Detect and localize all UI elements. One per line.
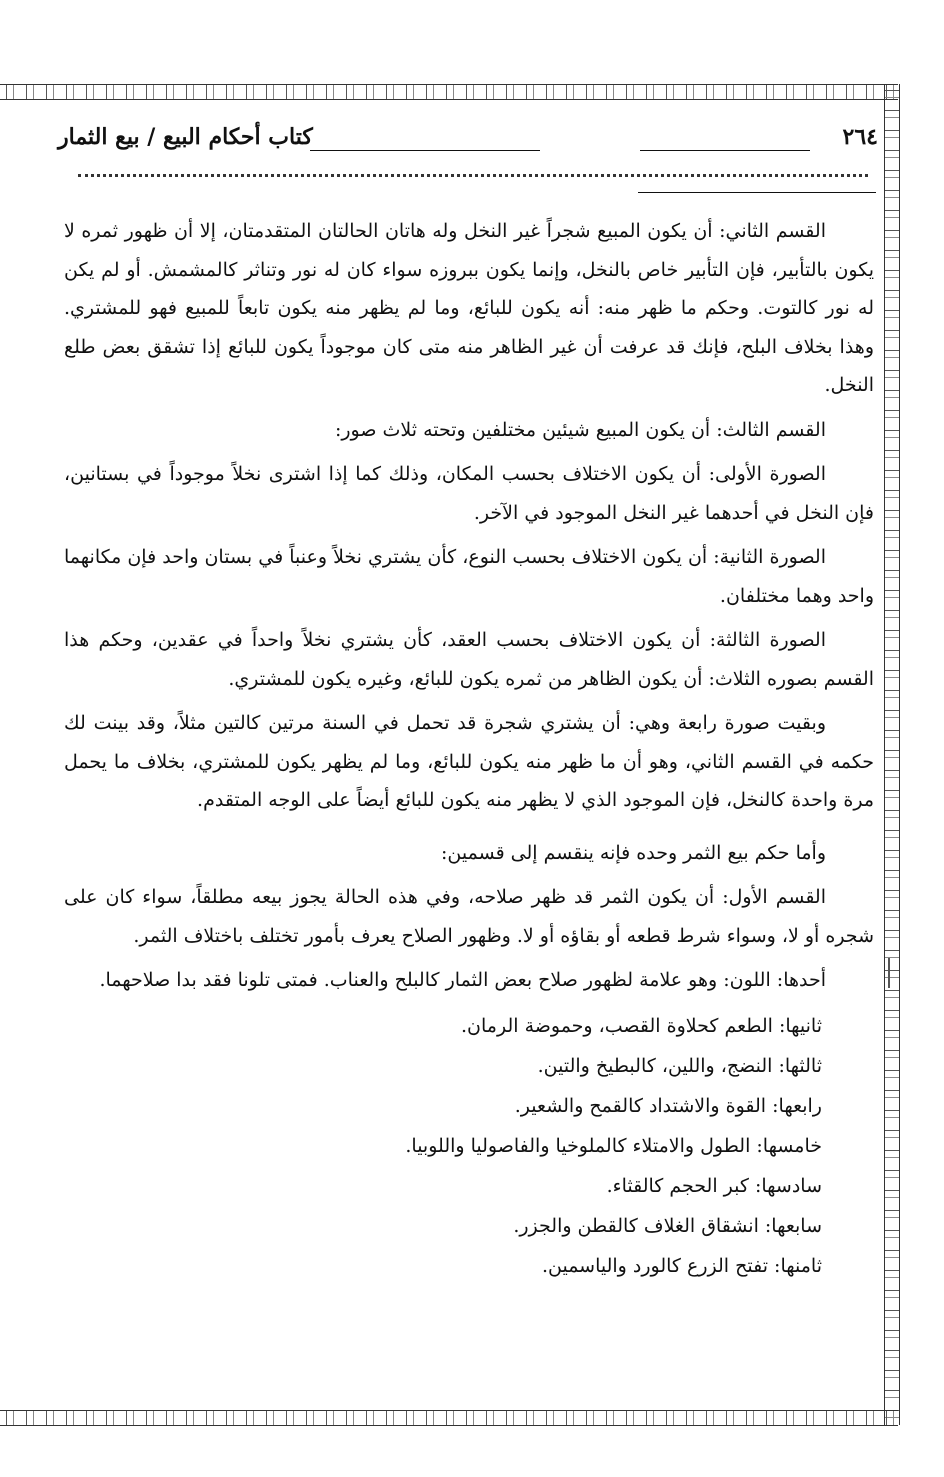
header-rule-left [310, 150, 540, 151]
header-rule-right [640, 150, 810, 151]
list-item: ثامنها: تفتح الزرع كالورد والياسمين. [541, 1254, 822, 1277]
paragraph: الصورة الثالثة: أن يكون الاختلاف بحسب العقد، كأن يشتري نخلاً واحداً في عقدين، وحكم هذا القسم بصوره الثلاث: أن يكون الظاهر من ثمره يكون للبائع، وغيره يكون للمشتري. [64, 629, 874, 690]
paragraph: وبقيت صورة رابعة وهي: أن يشتري شجرة قد تحمل في السنة مرتين كالتين مثلاً، وقد بينت لك حكمه في القسم الثاني، وهو أن ما ظهر منه يكون للبائع، وما لم يظهر يكون للمشتري، بخلاف ما يحمل مرة واحدة كالنخل، فإن الموجود الذي لا يظهر منه يكون للبائع أيضاً على الوجه المتقدم. [64, 712, 874, 811]
decorative-border-right [884, 84, 900, 1425]
section-rule [638, 192, 876, 193]
paragraph: الصورة الثانية: أن يكون الاختلاف بحسب النوع، كأن يشتري نخلاً وعنباً في بستان واحد فإن مكانهما واحد وهما مختلفان. [64, 546, 874, 607]
paragraph: القسم الثالث: أن يكون المبيع شيئين مختلفين وتحته ثلاث صور: [334, 418, 826, 441]
running-head [58, 124, 878, 158]
list-item: سابعها: انشقاق الغلاف كالقطن والجزر. [513, 1214, 822, 1237]
book-title: كتاب أحكام البيع / بيع الثمار [58, 124, 313, 150]
list-item: رابعها: القوة والاشتداد كالقمح والشعير. [514, 1094, 822, 1117]
paragraph: وأما حكم بيع الثمر وحده فإنه ينقسم إلى قسمين: [441, 841, 826, 864]
list-item: سادسها: كبر الحجم كالقثاء. [606, 1174, 822, 1197]
paragraph: القسم الثاني: أن يكون المبيع شجراً غير النخل وله هاتان الحالتان المتقدمتان، إلا أن ظهور ثمره لا يكون بالتأبير، فإن التأبير خاص بالنخل، وإنما يكون ببروزه سواء كان له نور وتناثر كالمشمش. أو لم يكن له نور كالتوت. وحكم ما ظهر منه: أنه يكون للبائع، وما لم يظهر منه يكون تابعاً للمبيع فهو للمشتري. وهذا بخلاف البلح، فإنك قد عرفت أن غير الظاهر منه متى كان موجوداً يكون للبائع إذا تشقق بعض طلع النخل. [64, 220, 874, 396]
page-body [64, 212, 874, 1286]
list-item: خامسها: الطول والامتلاء كالملوخيا والفاصوليا واللوبيا. [405, 1134, 822, 1157]
list-item: ثالثها: النضج، واللين، كالبطيخ والتين. [537, 1054, 822, 1077]
margin-mark [888, 958, 890, 988]
paragraph: الصورة الأولى: أن يكون الاختلاف بحسب المكان، وذلك كما إذا اشترى نخلاً موجوداً في بستانين، فإن النخل في أحدهما غير النخل الموجود في الآخر. [64, 463, 874, 524]
paragraph: أحدها: اللون: وهو علامة لظهور صلاح بعض الثمار كالبلح والعناب. فمتى تلونا فقد بدا صلاحهما. [99, 969, 826, 991]
decorative-border-top [0, 84, 898, 100]
page-number: ٢٦٤ [842, 124, 878, 150]
dotted-separator [78, 164, 868, 177]
list-item: ثانيها: الطعم كحلاوة القصب، وحموضة الرمان. [461, 1014, 822, 1037]
decorative-border-bottom [0, 1410, 898, 1426]
paragraph: القسم الأول: أن يكون الثمر قد ظهر صلاحه، وفي هذه الحالة يجوز بيعه مطلقاً، سواء كان على شجره أو لا، وسواء شرط قطعه أو بقاؤه أو لا. وظهور الصلاح يعرف بأمور تختلف باختلاف الثمر. [64, 886, 874, 947]
